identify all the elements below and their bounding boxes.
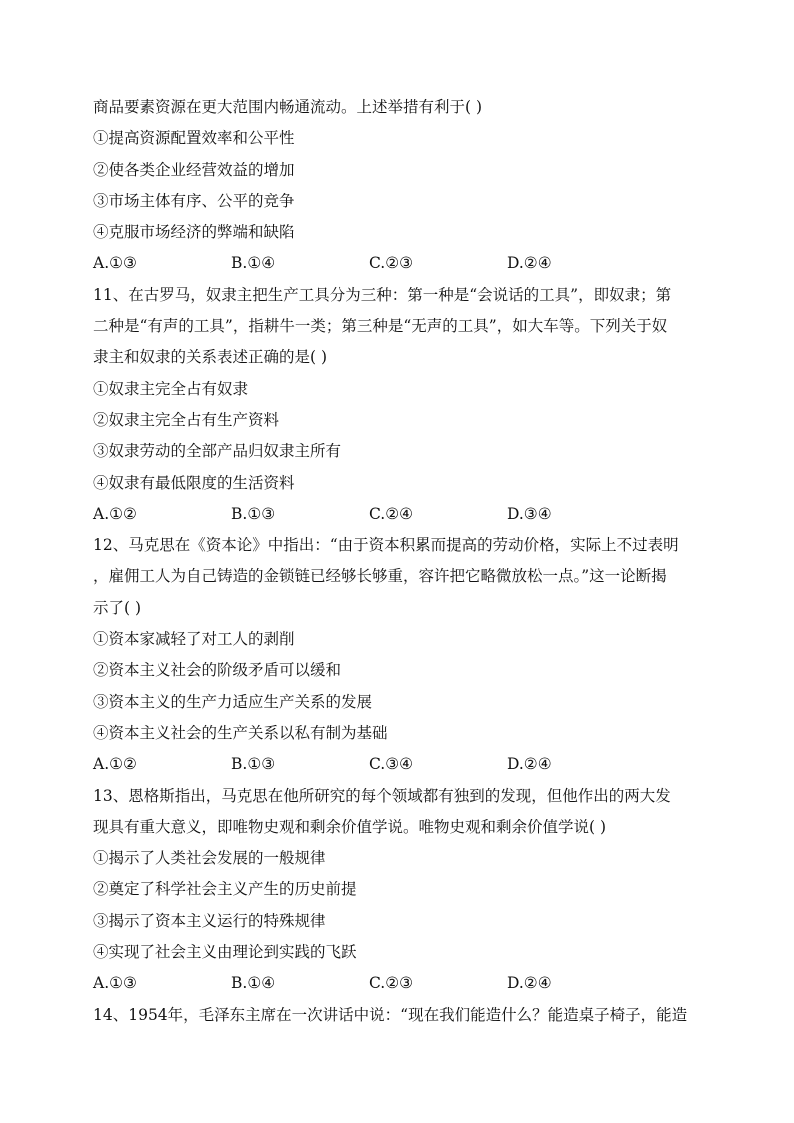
- option-d: D.②④: [507, 974, 552, 993]
- choice-4: ④克服市场经济的弊端和缺陷: [93, 223, 295, 242]
- choice-1: ①奴隶主完全占有奴隶: [93, 379, 249, 398]
- choice-2: ②使各类企业经营效益的增加: [93, 160, 295, 179]
- option-d: D.②④: [507, 755, 552, 774]
- question-10: [93, 92, 705, 280]
- choice-3: ③市场主体有序、公平的竞争: [93, 191, 295, 210]
- question-11: [93, 280, 705, 530]
- option-c: C.②④: [369, 504, 414, 523]
- choice-2: ②奴隶主完全占有生产资料: [93, 410, 280, 429]
- choice-2: ②奠定了科学社会主义产生的历史前提: [93, 880, 357, 899]
- option-a: A.①③: [93, 254, 137, 273]
- choice-4: ④实现了社会主义由理论到实践的飞跃: [93, 943, 357, 962]
- answer-options: [93, 968, 705, 999]
- question-stem-line: 11、在古罗马，奴隶主把生产工具分为三种：第一种是“会说话的工具”，即奴隶；第: [93, 285, 672, 304]
- question-stem-line: 14、1954年，毛泽东主席在一次讲话中说：“现在我们能造什么？能造桌子椅子，能造: [93, 1005, 688, 1024]
- question-stem-line: 隶主和奴隶的关系表述正确的是( ): [93, 348, 328, 367]
- question-stem-line: 12、马克思在《资本论》中指出：“由于资本积累而提高的劳动价格，实际上不过表明: [93, 536, 679, 555]
- question-stem-line: 二种是“有声的工具”，指耕牛一类；第三种是“无声的工具”，如大车等。下列关于奴: [93, 317, 668, 336]
- question-12: [93, 530, 705, 780]
- choice-4: ④资本主义社会的生产关系以私有制为基础: [93, 723, 388, 742]
- document-page: [93, 92, 705, 1031]
- option-a: A.①②: [93, 504, 137, 523]
- option-d: D.②④: [507, 254, 552, 273]
- question-14: [93, 1000, 705, 1031]
- option-b: B.①③: [231, 755, 276, 774]
- option-a: A.①②: [93, 755, 137, 774]
- choice-1: ①提高资源配置效率和公平性: [93, 129, 295, 148]
- question-stem-line: 商品要素资源在更大范围内畅通流动。上述举措有利于( ): [93, 98, 483, 116]
- option-b: B.①③: [231, 504, 276, 523]
- option-c: C.②③: [369, 254, 414, 273]
- choice-3: ③揭示了资本主义运行的特殊规律: [93, 911, 326, 930]
- option-c: C.②③: [369, 974, 414, 993]
- choice-1: ①揭示了人类社会发展的一般规律: [93, 849, 326, 868]
- answer-options: [93, 499, 705, 530]
- question-stem-line: 现具有重大意义，即唯物史观和剩余价值学说。唯物史观和剩余价值学说( ): [93, 817, 607, 836]
- choice-4: ④奴隶有最低限度的生活资料: [93, 473, 295, 492]
- question-stem-line: ，雇佣工人为自己铸造的金锁链已经够长够重，容许把它略微放松一点。”这一论断揭: [93, 567, 667, 586]
- answer-options: [93, 749, 705, 780]
- option-c: C.③④: [369, 755, 414, 774]
- choice-1: ①资本家减轻了对工人的剥削: [93, 630, 295, 649]
- answer-options: [93, 248, 705, 279]
- option-b: B.①④: [231, 254, 276, 273]
- option-a: A.①③: [93, 974, 137, 993]
- choice-2: ②资本主义社会的阶级矛盾可以缓和: [93, 661, 342, 680]
- choice-3: ③奴隶劳动的全部产品归奴隶主所有: [93, 442, 342, 461]
- option-b: B.①④: [231, 974, 276, 993]
- choice-3: ③资本主义的生产力适应生产关系的发展: [93, 692, 373, 711]
- option-d: D.③④: [507, 504, 552, 523]
- question-stem-line: 13、恩格斯指出，马克思在他所研究的每个领域都有独到的发现，但他作出的两大发: [93, 786, 671, 805]
- question-13: [93, 781, 705, 1000]
- question-stem-line: 示了( ): [93, 598, 142, 617]
